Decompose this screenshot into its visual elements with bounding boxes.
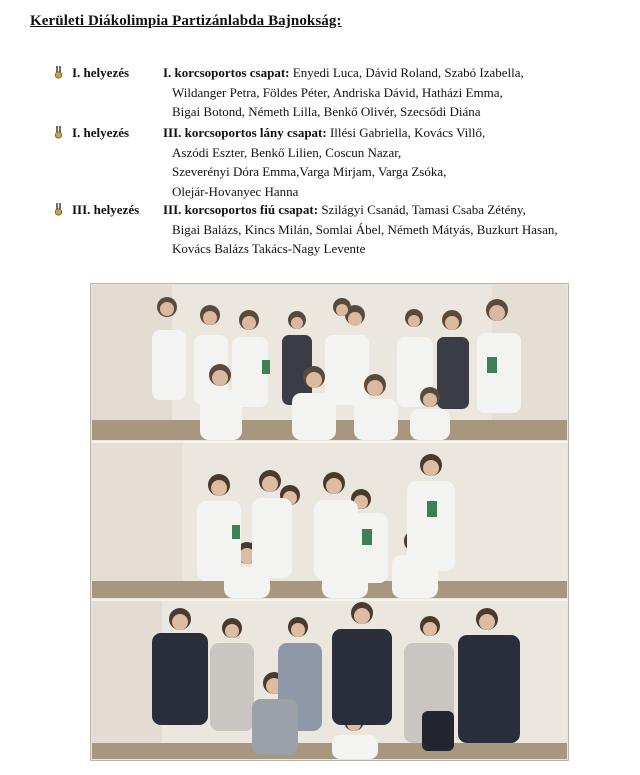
team-name: III. korcsoportos fiú csapat: — [163, 202, 319, 217]
team-members: Szilágyi Csanád, Tamasi Csaba Zétény, — [318, 202, 526, 217]
placement-label: I. helyezés — [72, 65, 130, 80]
medal-icon — [54, 126, 63, 139]
medal-icon — [54, 203, 63, 216]
team-line-first — [163, 63, 524, 83]
team-members-line: Bigai Botond, Németh Lilla, Benkő Olivér, Szecsődi Diána — [172, 104, 481, 119]
team-name: I. korcsoportos csapat: — [163, 65, 290, 80]
team-photo-collage — [90, 283, 569, 761]
team-photo-3 — [92, 601, 567, 759]
team-members-line: Szeverényi Dóra Emma,Varga Mirjam, Varga Zsóka, — [172, 164, 447, 179]
team-members: Enyedi Luca, Dávid Roland, Szabó Izabella, — [289, 65, 524, 80]
team-members-line: Bigai Balázs, Kincs Milán, Somlai Ábel, Németh Mátyás, Buzkurt Hasan, — [172, 221, 558, 237]
page-title: Kerületi Diákolimpia Partizánlabda Bajnokság: — [30, 13, 342, 29]
team-line-first — [163, 123, 485, 143]
placement-label: III. helyezés — [72, 202, 140, 217]
team-members-line: Aszódi Eszter, Benkő Lilien, Coscun Nazar, — [172, 144, 402, 160]
medal-icon — [54, 66, 63, 79]
team-line-first — [163, 200, 526, 220]
team-members-line: Wildanger Petra, Földes Péter, Andriska Dávid, Hatházi Emma, — [172, 84, 503, 100]
team-members-line: Olejár-Hovanyec Hanna — [172, 183, 299, 199]
team-photo-2 — [92, 443, 567, 598]
placement-label: I. helyezés — [72, 125, 130, 140]
team-photo-1 — [92, 285, 567, 440]
team-name: III. korcsoportos lány csapat: — [163, 125, 327, 140]
team-members-line: Kovács Balázs Takács-Nagy Levente — [172, 241, 366, 256]
team-members: Illési Gabriella, Kovács Villő, — [326, 125, 486, 140]
